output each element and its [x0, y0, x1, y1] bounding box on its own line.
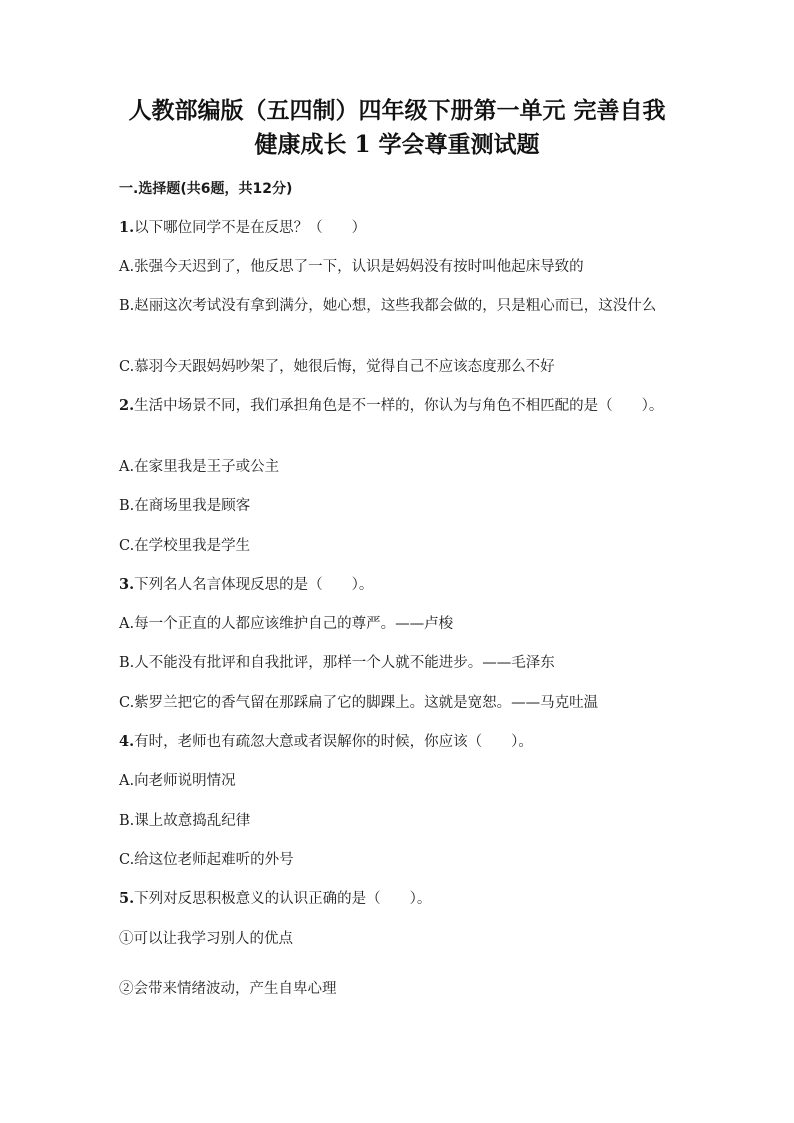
q4-option-b: B.课上故意捣乱纪律 [119, 813, 251, 829]
q2-option-a: A.在家里我是王子或公主 [119, 459, 280, 475]
question-number: 2. [119, 397, 135, 414]
question-number: 5. [119, 890, 135, 907]
question-4 [119, 731, 679, 753]
question-number: 1. [119, 219, 135, 236]
q1-option-c: C.慕羽今天跟妈妈吵架了，她很后悔，觉得自己不应该态度那么不好 [119, 359, 555, 375]
question-number: 3. [119, 576, 135, 593]
section-header: 一.选择题(共6题，共12分) [119, 181, 293, 197]
question-1 [119, 217, 679, 239]
q4-option-c: C.给这位老师起难听的外号 [119, 852, 294, 868]
question-stem: 下列对反思积极意义的认识正确的是（ ）。 [134, 891, 432, 907]
question-2 [119, 395, 665, 417]
q3-option-c: C.紫罗兰把它的香气留在那踩扁了它的脚踝上。这就是宽恕。——马克吐温 [119, 695, 599, 711]
q4-option-a: A.向老师说明情况 [119, 773, 236, 789]
q5-statement-2: ②会带来情绪波动，产生自卑心理 [119, 981, 337, 997]
q3-option-b: B.人不能没有批评和自我批评，那样一个人就不能进步。——毛泽东 [119, 655, 555, 671]
q3-option-a: A.每一个正直的人都应该维护自己的尊严。——卢梭 [119, 616, 454, 632]
question-number: 4. [119, 733, 135, 750]
question-stem: 下列名人名言体现反思的是（ ）。 [134, 577, 374, 593]
document-title: 人教部编版（五四制）四年级下册第一单元 完善自我 健康成长 1 学会尊重测试题 [128, 97, 666, 158]
q1-option-b: B.赵丽这次考试没有拿到满分，她心想，这些我都会做的，只是粗心而已，这没什么 [119, 298, 657, 314]
q2-option-c: C.在学校里我是学生 [119, 538, 251, 554]
q5-statement-1: ①可以让我学习别人的优点 [119, 931, 293, 947]
question-stem: 有时，老师也有疏忽大意或者误解你的时候，你应该（ ）。 [134, 734, 533, 750]
question-stem: 以下哪位同学不是在反思？（ ） [134, 220, 367, 236]
question-stem: 生活中场景不同，我们承担角色是不一样的，你认为与角色不相匹配的是（ ）。 [134, 398, 664, 414]
question-5 [119, 888, 679, 910]
q2-option-b: B.在商场里我是顾客 [119, 498, 251, 514]
question-3 [119, 574, 679, 596]
q1-option-a: A.张强今天迟到了，他反思了一下，认识是妈妈没有按时叫他起床导致的 [119, 259, 584, 275]
